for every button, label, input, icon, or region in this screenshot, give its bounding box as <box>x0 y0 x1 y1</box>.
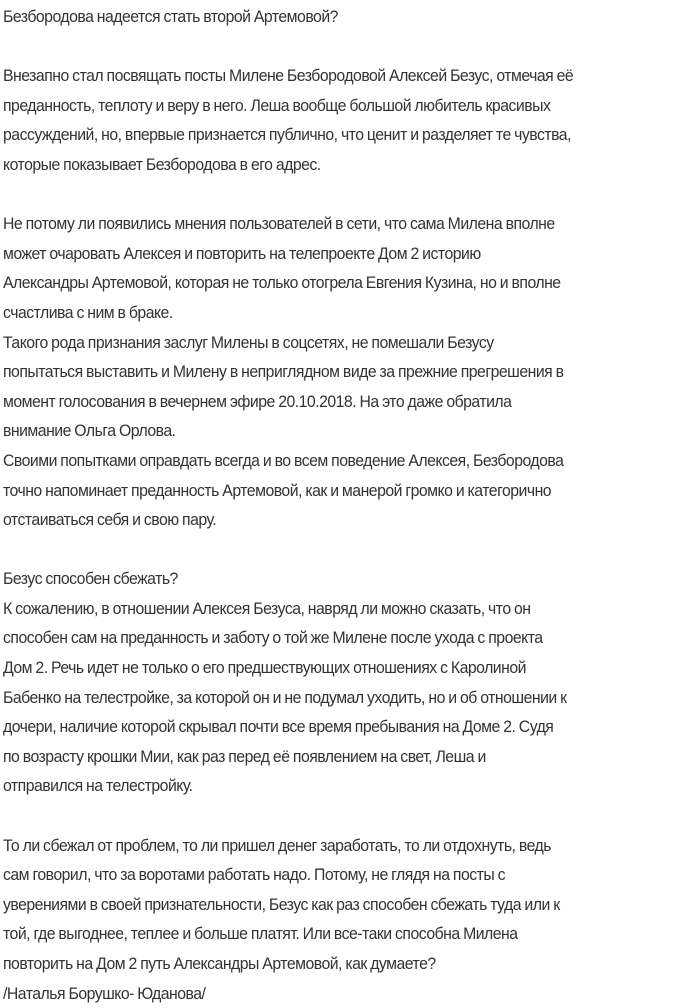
text-line: повторить на Дом 2 путь Александры Артемовой, как думаете? <box>3 954 436 973</box>
paragraph-opinions <box>3 209 697 327</box>
spacer <box>3 180 697 210</box>
paragraph-intro <box>3 61 697 179</box>
text-line: может очаровать Алексея и повторить на телепроекте Дом 2 историю <box>3 243 481 263</box>
text-line: той, где выгоднее, теплее и больше платят. Или все-таки способна Милена <box>3 924 518 944</box>
text-line: Внезапно стал посвящать посты Милене Безбородовой Алексей Безус, отмечая её <box>3 66 574 86</box>
text-line: уверениями в своей признательности, Безус как раз способен сбежать туда или к <box>3 894 560 914</box>
text-line: К сожалению, в отношении Алексея Безуса, навряд ли можно сказать, что он <box>3 598 531 618</box>
text-line: по возрасту крошки Мии, как раз перед её появлением на свет, Леша и <box>3 746 486 766</box>
text-line: попытаться выставить и Милену в неприглядном виде за прежние прегрешения в <box>3 362 564 382</box>
text-line: отстаиваться себя и свою пару. <box>3 510 217 530</box>
text-line: Своими попытками оправдать всегда и во всем поведение Алексея, Безбородова <box>3 450 564 470</box>
paragraph-conclusion <box>3 831 697 979</box>
paragraph-voting <box>3 328 697 446</box>
text-line: Такого рода признания заслуг Милены в соцсетях, не помешали Безусу <box>3 332 494 352</box>
paragraph-past-relationships <box>3 594 697 801</box>
text-line: Бабенко на телестройке, за которой он и не подумал уходить, но и об отношении к <box>3 687 567 707</box>
spacer <box>3 801 697 831</box>
text-line: момент голосования в вечернем эфире 20.10.2018. На это даже обратила <box>3 391 512 411</box>
article-body <box>3 2 697 1008</box>
text-line: рассуждений, но, впервые признается публично, что ценит и разделяет те чувства, <box>3 125 571 145</box>
paragraph-devotion <box>3 446 697 535</box>
text-line: Александры Артемовой, которая не только отогрела Евгения Кузина, но и вполне <box>3 273 561 293</box>
text-line: Дом 2. Речь идет не только о его предшествующих отношениях с Каролиной <box>3 658 526 678</box>
text-line: То ли сбежал от проблем, то ли пришел денег заработать, то ли отдохнуть, ведь <box>3 835 551 855</box>
text-line: которые показывает Безбородова в его адрес. <box>3 154 321 174</box>
author-signature: /Наталья Борушко- Юданова/ <box>3 983 206 1003</box>
spacer <box>3 32 697 62</box>
text-line: точно напоминает преданность Артемовой, как и манерой громко и категорично <box>3 480 552 500</box>
text-line: дочери, наличие которой скрывал почти все время пребывания на Доме 2. Судя <box>3 717 554 737</box>
text-line: отправился на телестройку. <box>3 776 193 796</box>
text-line: Не потому ли появились мнения пользователей в сети, что сама Милена вполне <box>3 214 555 234</box>
section-subheading: Безус способен сбежать? <box>3 569 178 589</box>
text-line: счастлива с ним в браке. <box>3 302 173 322</box>
text-line: способен сам на преданность и заботу о той же Милене после ухода с проекта <box>3 628 543 648</box>
spacer <box>3 535 697 565</box>
text-line: преданность, теплоту и веру в него. Леша вообще большой любитель красивых <box>3 95 551 115</box>
text-line: внимание Ольга Орлова. <box>3 421 176 441</box>
article-title: Безбородова надеется стать второй Артемовой? <box>3 7 338 26</box>
text-line: сам говорил, что за воротами работать надо. Потому, не глядя на посты с <box>3 865 506 885</box>
